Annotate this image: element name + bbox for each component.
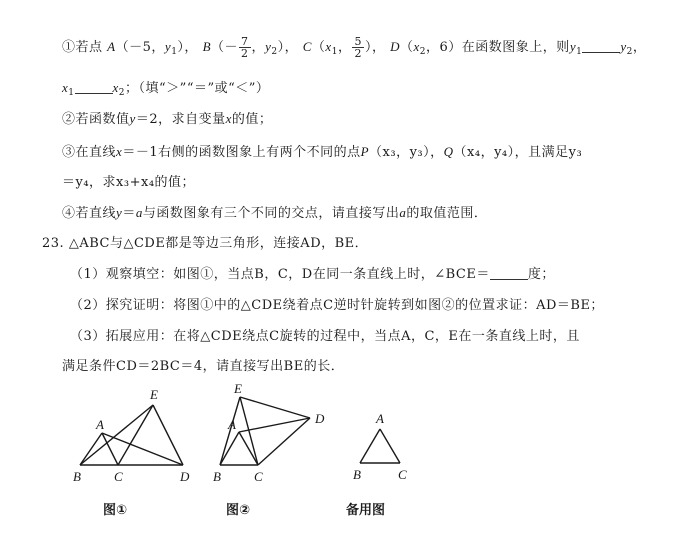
fig2-seg-ac xyxy=(239,432,258,465)
fig1-label-c: C xyxy=(114,469,123,484)
part1-marker: ① xyxy=(62,40,76,55)
q23-stem-line xyxy=(42,235,368,253)
fig2-label-e: E xyxy=(234,381,242,396)
fig1-seg-be xyxy=(80,405,153,465)
part3-text-b: ＝－1右侧的函数图象上有两个不同的点 xyxy=(122,145,361,160)
q23-sub2 xyxy=(70,297,604,315)
fraction-c-den: 2 xyxy=(354,47,362,60)
point-d-open: （ xyxy=(400,40,414,55)
point-c-close: ）， xyxy=(364,40,386,55)
sub-1-x: 1 xyxy=(331,47,338,57)
fig3-label-a: A xyxy=(376,411,384,426)
sub-x2: 2 xyxy=(118,88,126,98)
part4-var-a: a xyxy=(135,205,143,220)
var-x-d: x xyxy=(413,39,420,54)
figure-1 xyxy=(70,385,200,535)
sub-2: 2 xyxy=(271,47,278,57)
q23-number: 23. xyxy=(42,236,65,251)
part2-var-x: x xyxy=(225,111,232,126)
sub-2-y: 2 xyxy=(626,47,633,57)
var-y: y xyxy=(164,39,172,54)
part4-text-c: 与函数图象有三个不同的交点，请直接写出 xyxy=(142,206,400,221)
fig3-seg-ab xyxy=(360,429,380,463)
fraction-b xyxy=(239,36,251,59)
point-d-label: D xyxy=(390,39,400,54)
var-y-b: y xyxy=(265,39,272,54)
fig3-label-c: C xyxy=(398,467,407,482)
figure-2-svg xyxy=(210,381,340,485)
q23-stem: △ABC与△CDE都是等边三角形，连接AD，BE． xyxy=(68,236,369,251)
fraction-b-num: 7 xyxy=(241,35,249,48)
fig2-seg-ab xyxy=(220,432,239,465)
point-p-coords: （x₃，y₃）， xyxy=(369,145,444,160)
part4-var-y: y xyxy=(116,205,123,220)
part1-line2-tail: ；（填“＞”“＝”或“＜”） xyxy=(125,81,270,96)
point-a-close: ）， xyxy=(177,40,198,55)
figure-1-caption: 图① xyxy=(103,503,128,518)
fig1-label-a: A xyxy=(96,417,104,432)
var-y-2: y xyxy=(620,39,627,54)
answer-blank-1[interactable] xyxy=(582,40,620,53)
part4-var-a2: a xyxy=(399,205,407,220)
answer-blank-angle[interactable] xyxy=(490,267,528,280)
point-c-label: C xyxy=(302,39,312,54)
fig2-seg-ed xyxy=(240,397,310,418)
part3-text-a: 在直线 xyxy=(75,145,117,160)
point-c-open: （ xyxy=(311,40,326,55)
part4-text-d: 的取值范围． xyxy=(406,206,488,221)
figure-3-caption: 备用图 xyxy=(346,503,386,518)
answer-blank-2[interactable] xyxy=(75,81,113,94)
q23-sub1 xyxy=(70,266,555,284)
fig2-seg-dc xyxy=(258,418,310,465)
q23-sub1-text: （1）观察填空：如图①，当点B，C，D在同一条直线上时，∠BCE＝ xyxy=(70,267,490,282)
part2-text-b: ＝2，求自变量 xyxy=(135,112,226,127)
var-x1: x xyxy=(62,80,69,95)
part4-text-a: 若直线 xyxy=(75,206,117,221)
part3-line1 xyxy=(62,143,582,162)
part3-marker: ③ xyxy=(62,145,76,160)
fig2-seg-ad xyxy=(239,418,310,432)
fig1-seg-ce xyxy=(118,405,153,465)
part4-line xyxy=(62,204,487,223)
part2-line xyxy=(62,110,272,129)
comma-b: ， xyxy=(251,40,266,55)
point-d-mid: ，6）在函数图象上，则 xyxy=(426,40,570,55)
part1-line2 xyxy=(62,79,269,102)
part1-lead: 若点 xyxy=(75,40,103,55)
fig1-label-d: D xyxy=(180,469,190,484)
point-p-label: P xyxy=(360,144,370,159)
q23-sub3 xyxy=(70,328,580,346)
part2-var-y: y xyxy=(129,111,136,126)
fraction-c xyxy=(352,36,364,59)
var-x: x xyxy=(325,39,332,54)
fraction-b-den: 2 xyxy=(241,47,249,60)
part1-line1 xyxy=(62,36,646,61)
var-y-1: y xyxy=(569,39,577,54)
var-x2: x xyxy=(112,80,119,95)
fig1-seg-ed xyxy=(153,405,183,465)
part3-line2-text: ＝y₄，求x₃+x₄的值； xyxy=(62,175,196,190)
point-q-coords: （x₄，y₄），且满足y₃ xyxy=(453,145,583,160)
fig2-label-b: B xyxy=(213,469,221,484)
part2-text-c: 的值； xyxy=(231,112,273,127)
part2-text-a: 若函数值 xyxy=(75,112,130,127)
q23-sub3-text: （3）拓展应用：在将△CDE绕点C旋转的过程中，当点A，C，E在一条直线上时，且 xyxy=(70,329,580,344)
point-b-label: B xyxy=(202,39,212,54)
part3-var-x: x xyxy=(116,144,123,159)
fig2-label-d: D xyxy=(315,411,325,426)
fig2-label-c: C xyxy=(254,469,263,484)
figure-3-svg xyxy=(348,385,428,485)
fig1-label-b: B xyxy=(73,469,81,484)
figure-2 xyxy=(210,381,340,535)
q23-sub1-tail: 度； xyxy=(527,267,555,282)
q23-sub3-text2: 满足条件CD＝2BC＝4，请直接写出BE的长． xyxy=(62,359,345,374)
fig3-seg-ac xyxy=(380,429,400,463)
comma-c: ， xyxy=(337,40,352,55)
part4-marker: ④ xyxy=(62,206,76,221)
q23-sub3-cont xyxy=(62,358,344,376)
point-a-open: （－5， xyxy=(115,40,165,55)
part1-tail: ， xyxy=(632,40,647,55)
point-q-label: Q xyxy=(443,144,454,159)
figure-2-caption: 图② xyxy=(226,503,251,518)
fig1-seg-ad xyxy=(102,433,183,465)
part4-text-b: ＝ xyxy=(122,206,136,221)
part3-line2 xyxy=(62,174,195,192)
part2-marker: ② xyxy=(62,112,76,127)
q23-sub2-text: （2）探究证明：将图①中的△CDE绕着点C逆时针旋转到如图②的位置求证：AD＝BE； xyxy=(70,298,604,313)
fraction-c-num: 5 xyxy=(354,35,362,48)
fig3-label-b: B xyxy=(353,467,361,482)
sub-x1: 1 xyxy=(68,88,75,98)
sub-1: 1 xyxy=(171,47,178,57)
point-b-close: ）， xyxy=(277,40,299,55)
figure-1-svg xyxy=(70,385,200,485)
figure-3 xyxy=(348,385,458,535)
fig1-label-e: E xyxy=(150,387,158,402)
sub-2-x: 2 xyxy=(419,47,427,57)
point-b-open: （－ xyxy=(211,40,239,55)
point-a-label: A xyxy=(107,39,116,54)
fig2-label-a: A xyxy=(228,417,236,432)
sub-1-y: 1 xyxy=(576,47,583,57)
